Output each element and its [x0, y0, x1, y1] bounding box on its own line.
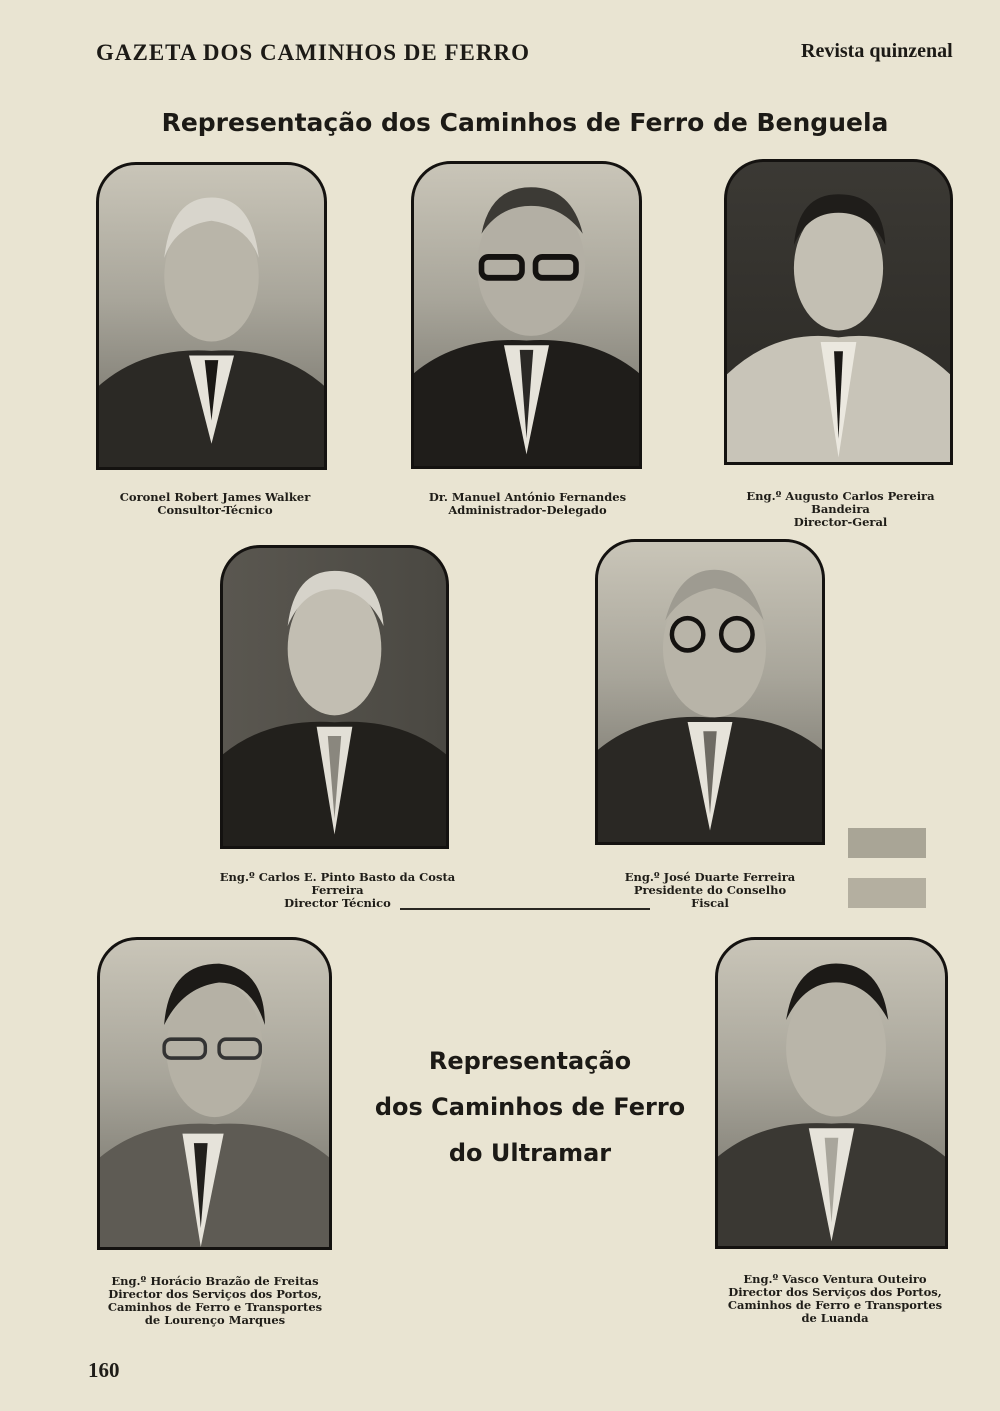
publication-subtitle: Revista quinzenal — [801, 40, 953, 62]
portrait-photo-freitas — [97, 937, 332, 1250]
page-number: 160 — [88, 1358, 120, 1382]
portrait-photo-walker — [96, 162, 327, 470]
divider-rule — [400, 908, 650, 910]
portrait-photo-duarte-ferreira — [595, 539, 825, 845]
portrait-photo-costa-ferreira — [220, 545, 449, 849]
ultramar-section-title: Representação dos Caminhos de Ferro do Ultramar — [374, 1047, 686, 1167]
caption-freitas: Eng.º Horácio Brazão de Freitas Director dos Serviços dos Portos, Caminhos de Ferro e Transportes de Lourenço Marques — [107, 1274, 323, 1327]
print-smudge — [848, 828, 926, 858]
caption-bandeira: Eng.º Augusto Carlos Pereira Bandeira Director-Geral — [746, 489, 935, 529]
caption-walker: Coronel Robert James Walker Consultor-Técnico — [119, 490, 311, 517]
portrait-photo-fernandes — [411, 161, 642, 469]
benguela-section-title: Representação dos Caminhos de Ferro de Benguela — [161, 108, 889, 137]
caption-duarte-ferreira: Eng.º José Duarte Ferreira Presidente do Conselho Fiscal — [624, 870, 796, 910]
caption-fernandes: Dr. Manuel António Fernandes Administrador-Delegado — [428, 490, 627, 517]
publication-title: GAZETA DOS CAMINHOS DE FERRO — [96, 40, 530, 65]
portrait-photo-outeiro — [715, 937, 948, 1249]
print-smudge — [848, 878, 926, 908]
portrait-photo-bandeira — [724, 159, 953, 465]
caption-costa-ferreira: Eng.º Carlos E. Pinto Basto da Costa Ferreira Director Técnico — [219, 870, 456, 910]
caption-outeiro: Eng.º Vasco Ventura Outeiro Director dos Serviços dos Portos, Caminhos de Ferro e Transportes de Luanda — [727, 1272, 943, 1325]
